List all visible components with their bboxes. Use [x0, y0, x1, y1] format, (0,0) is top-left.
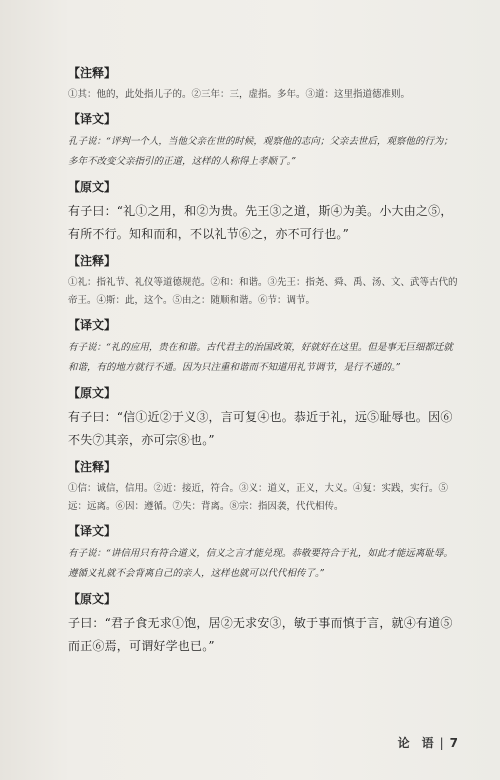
section-heading: 【译文】 [68, 112, 117, 126]
translation-text: 孔子说：“评判一个人，当他父亲在世的时候，观察他的志向；父亲去世后，观察他的行为；多年不改变父亲指引的正道，这样的人称得上孝顺了。” [68, 136, 453, 167]
section-original-3 [68, 590, 460, 658]
translation-text: 有子说：“讲信用只有符合道义，信义之言才能兑现。恭敬要符合于礼，如此才能远离耻辱。遵循义礼就不会背离自己的亲人，这样也就可以代代相传了。” [68, 548, 453, 579]
section-translation-1 [68, 110, 460, 172]
section-heading: 【原文】 [68, 386, 117, 400]
section-note-1 [68, 64, 460, 104]
page-number: 7 [449, 736, 458, 750]
section-heading: 【注释】 [68, 254, 117, 268]
original-text: 有子曰：“信①近②于义③，言可复④也。恭近于礼，远⑤耻辱也。因⑥不失⑦其亲，亦可宗⑧也。” [68, 410, 453, 447]
section-note-2 [68, 252, 460, 310]
page-content [68, 58, 460, 664]
section-heading: 【译文】 [68, 318, 117, 332]
section-heading: 【注释】 [68, 460, 117, 474]
book-title: 论 语 [397, 736, 434, 750]
section-original-1 [68, 178, 460, 246]
note-text: ①其：他的，此处指儿子的。②三年：三，虚指。多年。③道：这里指道德准则。 [68, 89, 411, 100]
section-heading: 【注释】 [68, 66, 117, 80]
page-footer [0, 734, 458, 751]
section-original-2 [68, 384, 460, 452]
note-text: ①礼：指礼节、礼仪等道德规范。②和：和谐。③先王：指尧、舜、禹、汤、文、武等古代的帝王。④斯：此，这个。⑤由之：随顺和谐。⑥节：调节。 [68, 277, 458, 306]
section-heading: 【原文】 [68, 592, 117, 606]
note-text: ①信：诚信，信用。②近：接近，符合。③义：道义，正义，大义。④复：实践，实行。⑤远：远离。⑥因：遵循。⑦失：背离。⑧宗：指因袭，代代相传。 [68, 483, 449, 512]
translation-text: 有子说：“礼的应用，贵在和谐。古代君主的治国政策，好就好在这里。但是事无巨细都迁就和谐，有的地方就行不通。因为只注重和谐而不知道用礼节调节，是行不通的。” [68, 342, 453, 373]
section-translation-2 [68, 316, 460, 378]
section-heading: 【原文】 [68, 180, 117, 194]
original-text: 有子曰：“礼①之用，和②为贵。先王③之道，斯④为美。小大由之⑤，有所不行。知和而和，不以礼节⑥之，亦不可行也。” [68, 204, 453, 241]
footer-separator: | [439, 736, 444, 750]
section-heading: 【译文】 [68, 524, 117, 538]
section-translation-3 [68, 522, 460, 584]
original-text: 子曰：“君子食无求①饱，居②无求安③，敏于事而慎于言，就④有道⑤而正⑥焉，可谓好学也已。” [68, 616, 453, 653]
section-note-3 [68, 458, 460, 516]
